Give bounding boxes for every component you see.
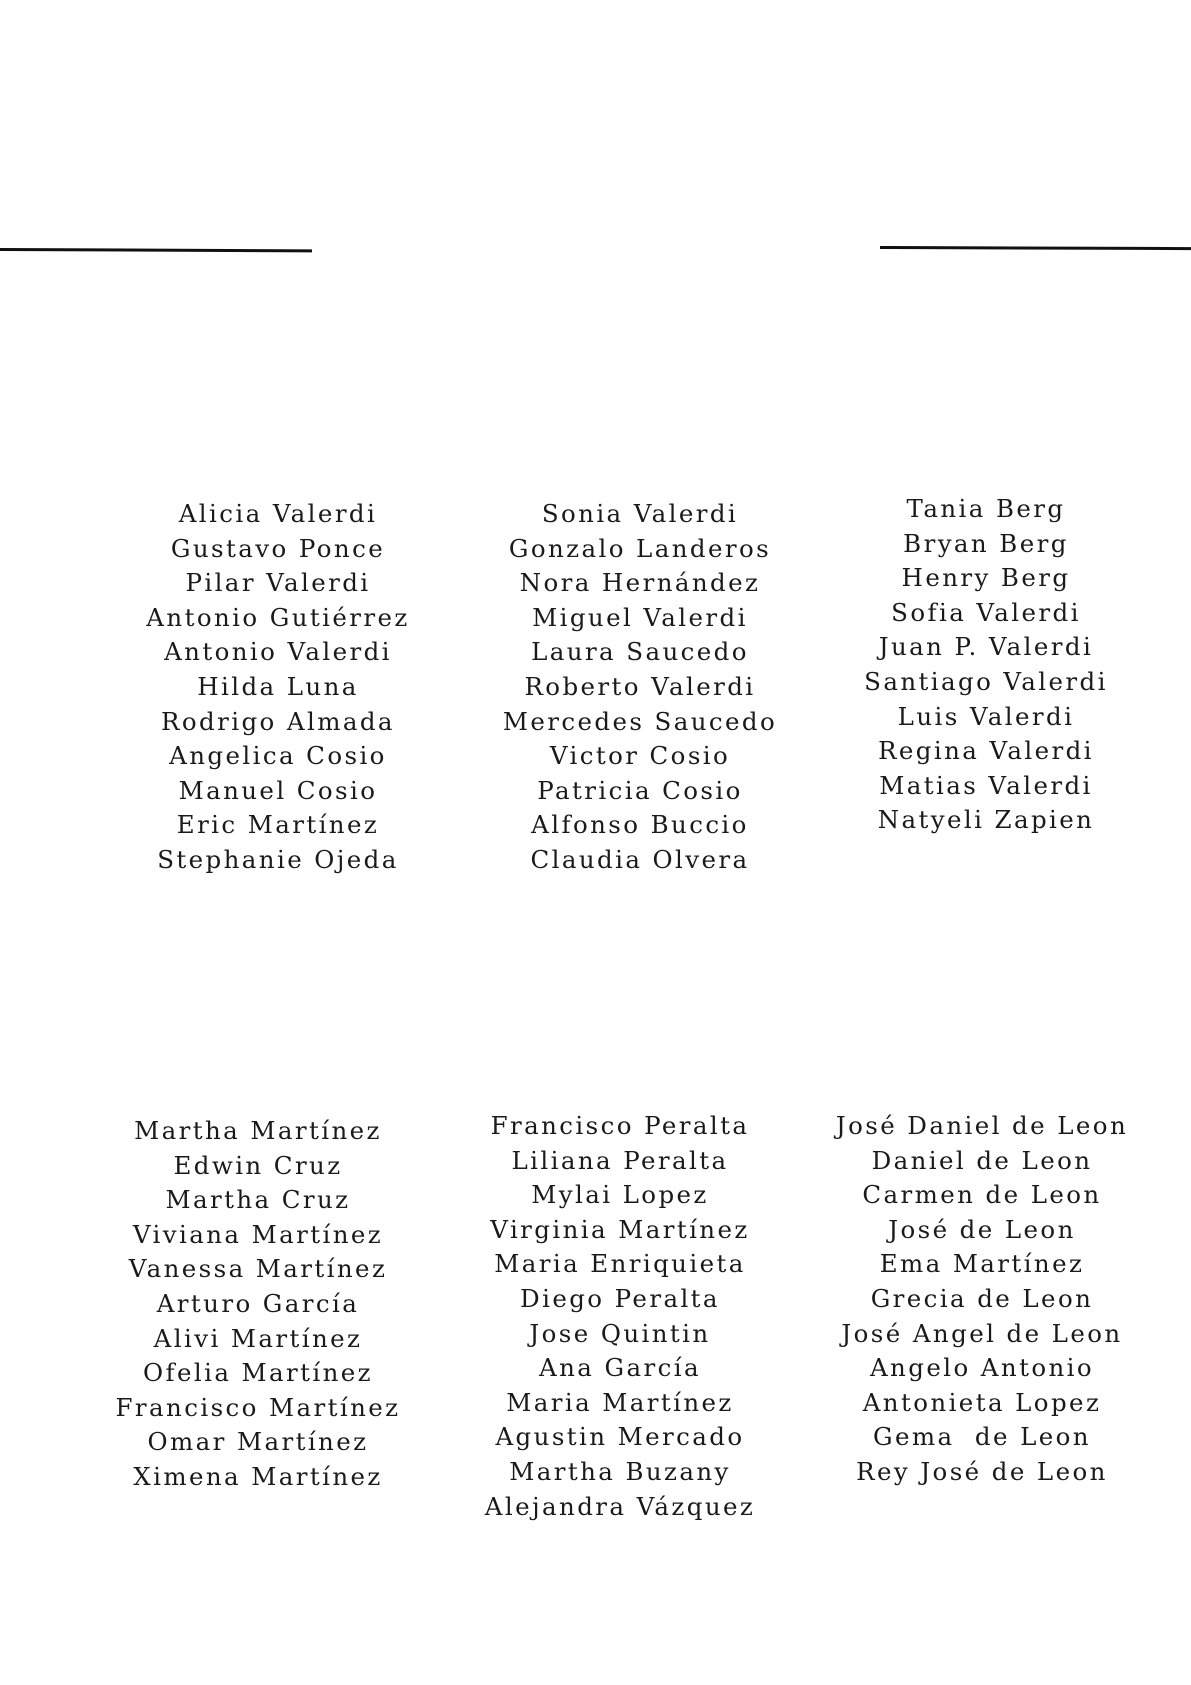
- name-item: José Angel de Leon: [841, 1318, 1123, 1348]
- name-item: José Daniel de Leon: [835, 1111, 1129, 1140]
- name-item: Viviana Martínez: [132, 1219, 384, 1249]
- name-item: Ana García: [539, 1353, 701, 1383]
- name-item: Antonieta Lopez: [862, 1387, 1102, 1417]
- name-item: Regina Valerdi: [878, 736, 1094, 766]
- name-item: Laura Saucedo: [531, 637, 749, 667]
- name-item: Martha Martínez: [134, 1116, 382, 1145]
- name-item: Alfonso Buccio: [531, 810, 749, 840]
- name-item: Luis Valerdi: [897, 701, 1075, 731]
- name-column: [108, 1114, 408, 1495]
- name-item: Natyeli Zapien: [877, 805, 1095, 835]
- name-item: Rodrigo Almada: [161, 706, 395, 736]
- name-item: Hilda Luna: [197, 671, 359, 701]
- name-column: [128, 497, 428, 878]
- name-item: Martha Cruz: [165, 1185, 351, 1215]
- name-item: Antonio Gutiérrez: [146, 602, 410, 632]
- name-item: Diego Peralta: [520, 1283, 720, 1313]
- name-item: Angelo Antonio: [869, 1353, 1095, 1383]
- name-item: Gonzalo Landeros: [508, 533, 772, 563]
- name-column: [832, 1109, 1132, 1490]
- name-item: Nora Hernández: [519, 568, 761, 598]
- name-item: Liliana Peralta: [511, 1145, 729, 1175]
- name-item: Pilar Valerdi: [185, 568, 371, 598]
- name-item: Alivi Martínez: [153, 1323, 363, 1353]
- divider-line-right: [880, 246, 1191, 250]
- name-item: Alicia Valerdi: [178, 499, 378, 528]
- name-item: Santiago Valerdi: [864, 666, 1108, 696]
- name-column: [470, 1109, 770, 1524]
- name-item: Gema de Leon: [873, 1422, 1091, 1452]
- name-item: Henry Berg: [901, 563, 1071, 593]
- name-item: Angelica Cosio: [169, 741, 387, 771]
- name-item: Bryan Berg: [903, 528, 1069, 558]
- name-item: Mercedes Saucedo: [502, 706, 778, 736]
- name-item: Edwin Cruz: [173, 1150, 343, 1180]
- name-item: Miguel Valerdi: [532, 602, 748, 632]
- name-column: [490, 497, 790, 878]
- name-item: Patricia Cosio: [537, 775, 743, 805]
- name-column: [836, 492, 1136, 838]
- name-item: Rey José de Leon: [856, 1456, 1108, 1486]
- name-item: Sofia Valerdi: [891, 597, 1081, 627]
- name-item: Ema Martínez: [879, 1249, 1085, 1279]
- name-item: Tania Berg: [906, 494, 1066, 523]
- divider-line-left: [0, 248, 312, 252]
- name-item: Roberto Valerdi: [524, 671, 756, 701]
- name-item: Carmen de Leon: [862, 1180, 1102, 1210]
- name-item: Juan P. Valerdi: [878, 632, 1094, 662]
- name-item: Francisco Peralta: [490, 1111, 750, 1140]
- name-item: José de Leon: [888, 1214, 1076, 1244]
- name-item: Francisco Martínez: [115, 1392, 401, 1422]
- name-item: Jose Quintin: [529, 1318, 711, 1348]
- name-item: Claudia Olvera: [530, 844, 750, 874]
- name-item: Virginia Martínez: [490, 1214, 750, 1244]
- name-item: Ximena Martínez: [133, 1461, 383, 1491]
- name-item: Victor Cosio: [549, 741, 731, 771]
- name-item: Ofelia Martínez: [143, 1358, 373, 1388]
- name-item: Martha Buzany: [509, 1456, 731, 1486]
- name-item: Maria Enriquieta: [494, 1249, 746, 1279]
- name-item: Agustin Mercado: [495, 1422, 745, 1452]
- name-item: Eric Martínez: [176, 810, 380, 840]
- name-item: Sonia Valerdi: [541, 499, 739, 528]
- name-item: Arturo García: [156, 1288, 360, 1318]
- name-item: Antonio Valerdi: [164, 637, 392, 667]
- name-item: Matias Valerdi: [879, 770, 1093, 800]
- name-item: Stephanie Ojeda: [157, 844, 399, 874]
- name-item: Omar Martínez: [147, 1427, 369, 1457]
- name-item: Maria Martínez: [506, 1387, 734, 1417]
- name-item: Vanessa Martínez: [128, 1254, 388, 1284]
- name-item: Grecia de Leon: [870, 1283, 1094, 1313]
- name-item: Manuel Cosio: [178, 775, 378, 805]
- name-item: Alejandra Vázquez: [484, 1491, 756, 1521]
- name-item: Mylai Lopez: [531, 1180, 709, 1210]
- name-item: Gustavo Ponce: [170, 533, 386, 563]
- name-item: Daniel de Leon: [871, 1145, 1093, 1175]
